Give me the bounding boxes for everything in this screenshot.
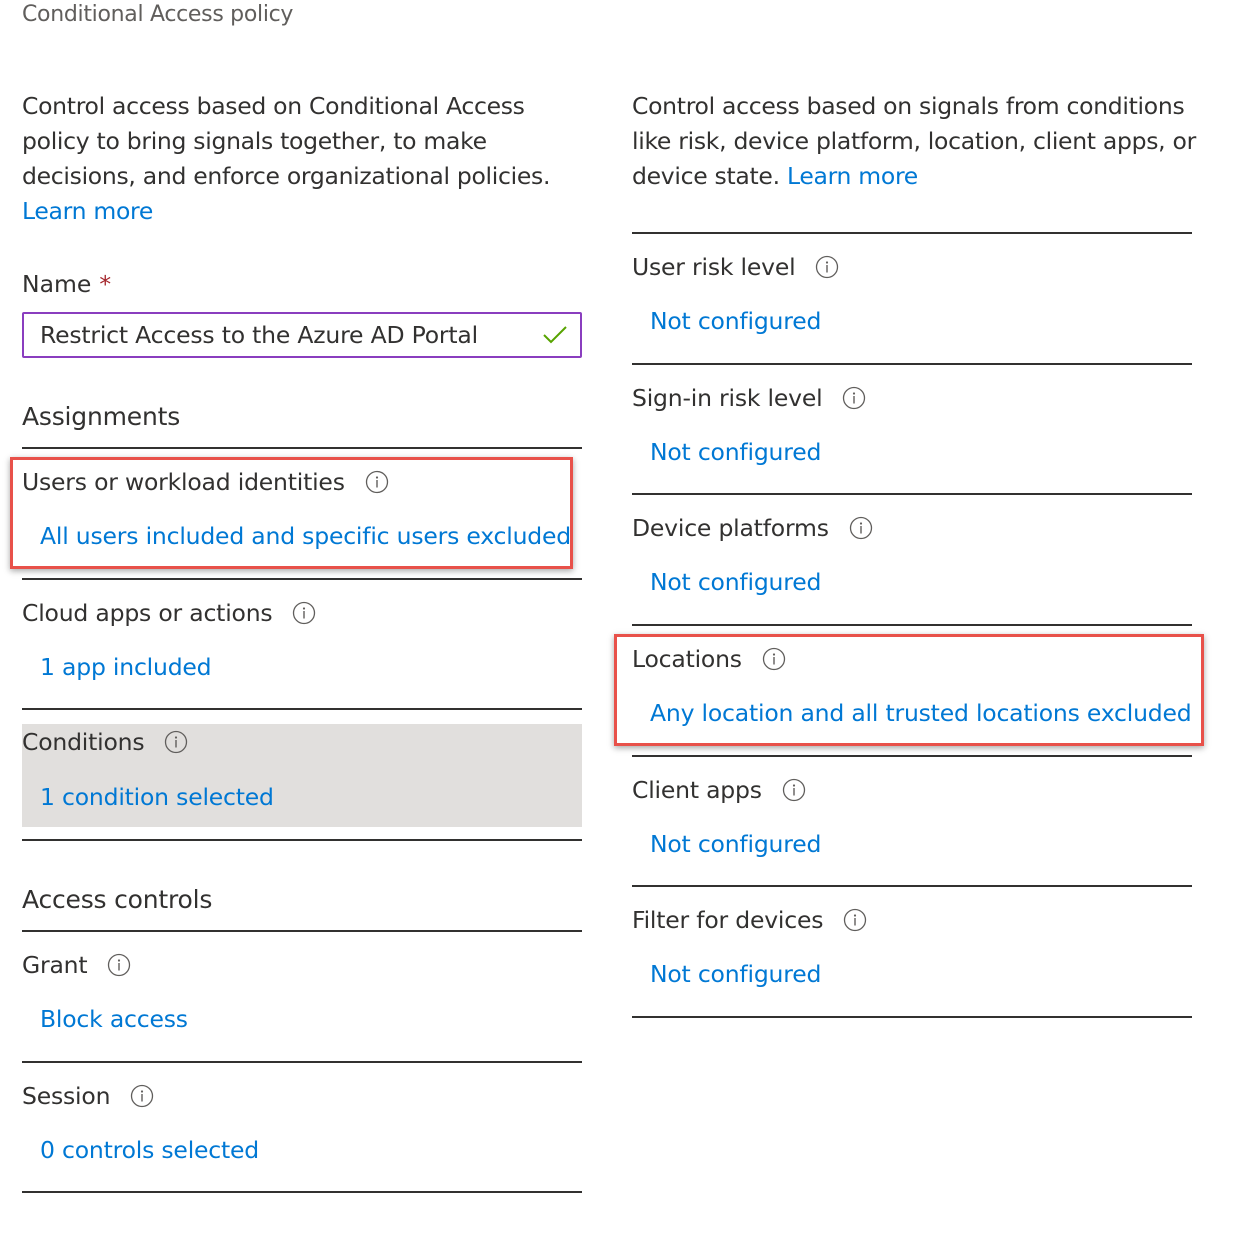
condition-value-link[interactable]: Any location and all trusted locations excluded [650, 699, 1192, 727]
divider [632, 1016, 1192, 1018]
assignments-heading: Assignments [22, 402, 181, 431]
assignment-value-link[interactable]: 1 app included [40, 653, 212, 681]
condition-title [632, 253, 839, 281]
info-icon[interactable] [130, 1084, 154, 1108]
info-icon[interactable] [815, 255, 839, 279]
assignment-title [22, 728, 188, 756]
info-icon[interactable] [164, 730, 188, 754]
checkmark-icon [542, 324, 568, 346]
access-title [22, 951, 131, 979]
divider [632, 755, 1192, 757]
condition-value-link[interactable]: Not configured [650, 568, 822, 596]
info-icon[interactable] [843, 908, 867, 932]
policy-description-text: Control access based on Conditional Access policy to bring signals together, to make decisions, and enforce organizational policies. [22, 92, 551, 190]
condition-value-link[interactable]: Not configured [650, 307, 822, 335]
access-controls-heading: Access controls [22, 885, 213, 914]
divider [22, 708, 582, 710]
condition-filter-devices[interactable] [632, 888, 1192, 1005]
access-title-text: Session [22, 1082, 111, 1110]
name-label [22, 270, 111, 298]
divider [632, 624, 1192, 626]
divider [22, 1191, 582, 1193]
divider [632, 885, 1192, 887]
info-icon[interactable] [365, 470, 389, 494]
info-icon[interactable] [292, 601, 316, 625]
conditions-description-text: Control access based on signals from conditions like risk, device platform, location, client apps, or device state. [632, 92, 1196, 190]
conditions-description [632, 89, 1202, 194]
condition-title-text: Sign-in risk level [632, 384, 823, 412]
divider [22, 930, 582, 932]
assignment-value-link[interactable]: 1 condition selected [40, 783, 274, 811]
condition-title-text: User risk level [632, 253, 796, 281]
access-session[interactable] [22, 1064, 582, 1181]
policy-name-value[interactable]: Restrict Access to the Azure AD Portal [40, 321, 478, 349]
info-icon[interactable] [762, 647, 786, 671]
condition-title [632, 906, 867, 934]
access-title [22, 1082, 154, 1110]
assignment-users[interactable] [22, 450, 582, 567]
policy-name-input[interactable] [22, 312, 582, 358]
divider [632, 493, 1192, 495]
condition-value-link[interactable]: Not configured [650, 438, 822, 466]
info-icon[interactable] [107, 953, 131, 977]
info-icon[interactable] [849, 516, 873, 540]
assignment-title-text: Users or workload identities [22, 468, 345, 496]
divider [22, 1061, 582, 1063]
assignment-cloud-apps[interactable] [22, 581, 582, 698]
condition-value-link[interactable]: Not configured [650, 960, 822, 988]
condition-title-text: Locations [632, 645, 742, 673]
divider [22, 839, 582, 841]
divider [632, 232, 1192, 234]
access-title-text: Grant [22, 951, 88, 979]
condition-title-text: Client apps [632, 776, 762, 804]
access-grant[interactable] [22, 933, 582, 1050]
assignment-value-link[interactable]: All users included and specific users excluded [40, 522, 571, 550]
divider [22, 578, 582, 580]
condition-title-text: Device platforms [632, 514, 829, 542]
assignment-conditions[interactable] [22, 724, 582, 827]
page-title: Conditional Access policy [22, 2, 294, 27]
access-value-link[interactable]: 0 controls selected [40, 1136, 259, 1164]
condition-sign-in-risk[interactable] [632, 366, 1192, 483]
condition-title [632, 645, 786, 673]
divider [632, 363, 1192, 365]
condition-locations[interactable] [632, 627, 1192, 744]
condition-title [632, 384, 866, 412]
condition-title-text: Filter for devices [632, 906, 824, 934]
condition-title [632, 514, 873, 542]
assignment-title-text: Conditions [22, 728, 145, 756]
condition-user-risk[interactable] [632, 235, 1192, 352]
condition-client-apps[interactable] [632, 758, 1192, 875]
required-marker: * [99, 270, 112, 298]
policy-description [22, 89, 592, 229]
assignment-title [22, 468, 389, 496]
assignment-title-text: Cloud apps or actions [22, 599, 273, 627]
condition-value-link[interactable]: Not configured [650, 830, 822, 858]
divider [22, 447, 582, 449]
assignment-title [22, 599, 316, 627]
info-icon[interactable] [842, 386, 866, 410]
condition-device-platforms[interactable] [632, 496, 1192, 613]
learn-more-link[interactable]: Learn more [22, 197, 154, 225]
condition-title [632, 776, 806, 804]
info-icon[interactable] [782, 778, 806, 802]
access-value-link[interactable]: Block access [40, 1005, 188, 1033]
learn-more-link[interactable]: Learn more [786, 162, 918, 190]
name-label-text: Name [22, 270, 92, 298]
